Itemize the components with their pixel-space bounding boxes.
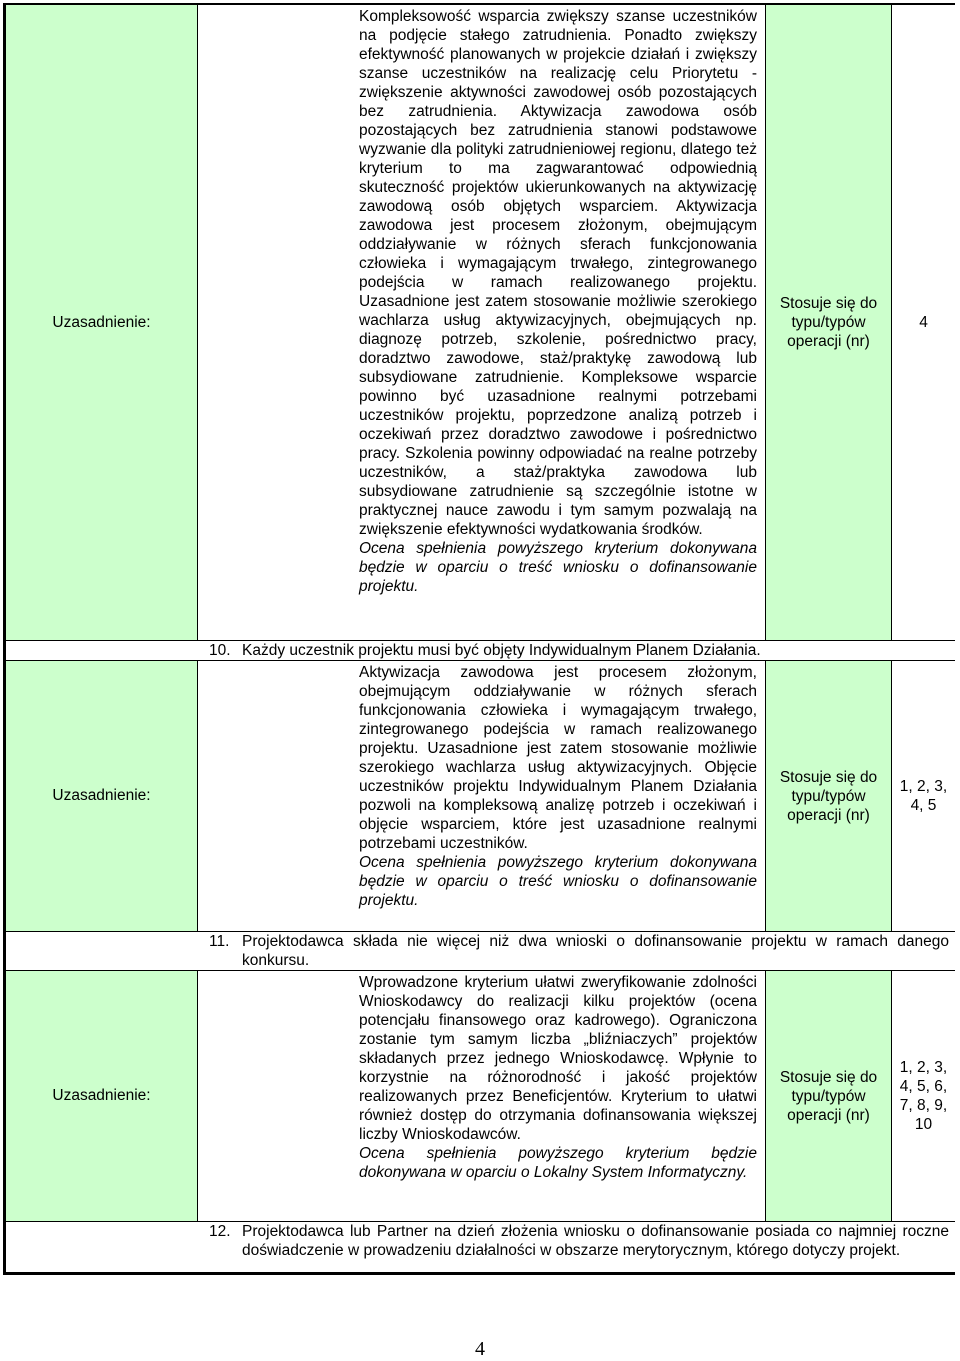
justification-paragraph: Kompleksowość wsparcia zwiększy szanse uczestników na podjęcie stałego zatrudnienia. Ponadto zwiększy efektywność planowanych w projekcie działań i zwiększy szanse uczestników na realizację celu Priorytetu - zwiększenie aktywności zawodowej osób pozostających bez zatrudnienia. Aktywizacja zawodowa osób pozostających bez zatrudnienia stanowi podstawowe wyzwanie dla polityki zatrudnieniowej regionu, dlatego też kryterium to ma zagwarantować odpowiednią skuteczność projektów ukierunkowanych na aktywizację zawodową osób objętych wsparciem. Aktywizacja zawodowa jest procesem złożonym, obejmującym oddziaływanie w różnych sferach funkcjonowania człowieka i wymagającym trwałego, zintegrowanego podejścia w ramach realizowanego projektu. Uzasadnione jest zatem stosowanie możliwie szerokiego wachlarza usług aktywizacyjnych, obejmujących np. diagnozę potrzeb, szkolenie, pośrednictwo pracy, doradztwo zawodowe, staż/praktykę zawodową lub subsydiowane zatrudnienie. Kompleksowe wsparcie powinno być uzasadnione realnymi potrzebami uczestników projektu, poprzedzone analizą potrzeb i oczekiwań przez doradztwo zawodowe i pośrednictwo pracy. Szkolenia powinny odpowiadać na realne potrzeby uczestników, a staż/praktyka zawodowa lub subsydiowane zatrudnienie są szczególnie istotne w praktycznej nauce zawodu i tym samym pozwalają na zwiększenie efektywności wydatkowania środków. bbox=[359, 8, 757, 538]
operation-numbers: 1, 2, 3, 4, 5 bbox=[899, 778, 948, 814]
criterion-text: Każdy uczestnik projektu musi być objęty Indywidualnym Planem Działania. bbox=[242, 642, 761, 659]
operation-type-cell bbox=[766, 5, 892, 640]
criterion-number: 11. bbox=[209, 933, 230, 950]
operation-type-label: Stosuje się do typu/typów operacji (nr) bbox=[779, 295, 878, 350]
criterion-row bbox=[6, 1221, 955, 1272]
operation-numbers-cell bbox=[892, 5, 955, 640]
criterion-number: 10. bbox=[209, 642, 231, 659]
justification-paragraph: Wprowadzone kryterium ułatwi zweryfikowanie zdolności Wnioskodawcy do realizacji kilku projektów (ocena potencjału finansowego oraz kadrowego). Ograniczona zostanie tym samym liczba „bliźniaczych” projektów składanych przez jednego Wnioskodawcę. Wpłynie to korzystnie na różnorodność i jakość projektów realizowanych przez Beneficjentów. Kryterium to ułatwi również dostęp do otrzymania dofinansowania większej liczby Wnioskodawców. bbox=[359, 974, 757, 1143]
operation-numbers: 1, 2, 3, 4, 5, 6, 7, 8, 9, 10 bbox=[899, 1059, 948, 1133]
justification-label-cell bbox=[6, 971, 198, 1221]
operation-numbers: 4 bbox=[919, 314, 928, 331]
criterion-text: Projektodawca lub Partner na dzień złożenia wniosku o dofinansowanie posiada co najmniej roczne doświadczenie w prowadzeniu działalności w obszarze merytorycznym, którego dotyczy projekt. bbox=[242, 1223, 949, 1259]
operation-type-label: Stosuje się do typu/typów operacji (nr) bbox=[779, 768, 878, 824]
operation-numbers-cell bbox=[892, 661, 955, 931]
operation-type-label: Stosuje się do typu/typów operacji (nr) bbox=[779, 1068, 878, 1124]
justification-label: Uzasadnienie: bbox=[52, 1087, 151, 1104]
assessment-note: Ocena spełnienia powyższego kryterium dokonywana będzie w oparciu o treść wniosku o dofinansowanie projektu. bbox=[359, 540, 757, 595]
operation-type-cell bbox=[766, 661, 892, 931]
assessment-note: Ocena spełnienia powyższego kryterium dokonywana będzie w oparciu o treść wniosku o dofinansowanie projektu. bbox=[359, 854, 757, 909]
criterion-row bbox=[6, 640, 955, 661]
justification-text-cell bbox=[199, 5, 766, 640]
page-number: 4 bbox=[475, 1338, 485, 1360]
operation-type-cell bbox=[766, 971, 892, 1221]
justification-text-cell bbox=[199, 971, 766, 1221]
justification-label-cell bbox=[6, 661, 198, 931]
justification-row bbox=[6, 661, 955, 931]
justification-label: Uzasadnienie: bbox=[52, 787, 151, 804]
justification-label-cell bbox=[6, 5, 198, 640]
justification-row bbox=[6, 5, 955, 640]
justification-paragraph: Aktywizacja zawodowa jest procesem złożonym, obejmującym oddziaływanie w różnych sferach funkcjonowania człowieka i wymagającym trwałego, zintegrowanego podejścia w ramach realizowanego projektu. Uzasadnione jest zatem stosowanie możliwie szerokiego wachlarza usług aktywizacyjnych. Objęcie uczestników projektu Indywidualnym Planem Działania pozwoli na kompleksową analizę potrzeb i oczekiwań i objęcie wsparciem, które jest uzasadnione realnymi potrzebami uczestników. bbox=[359, 664, 757, 852]
criterion-text: Projektodawca składa nie więcej niż dwa wnioski o dofinansowanie projektu w ramach danego konkursu. bbox=[242, 933, 949, 969]
criterion-number: 12. bbox=[209, 1223, 231, 1240]
justification-text-cell bbox=[199, 661, 766, 931]
operation-numbers-cell bbox=[892, 971, 955, 1221]
assessment-note: Ocena spełnienia powyższego kryterium będzie dokonywana w oparciu o Lokalny System Informatyczny. bbox=[359, 1145, 757, 1181]
criteria-table bbox=[3, 3, 955, 1275]
justification-row bbox=[6, 971, 955, 1221]
criterion-row bbox=[6, 931, 955, 971]
justification-label: Uzasadnienie: bbox=[52, 313, 151, 331]
